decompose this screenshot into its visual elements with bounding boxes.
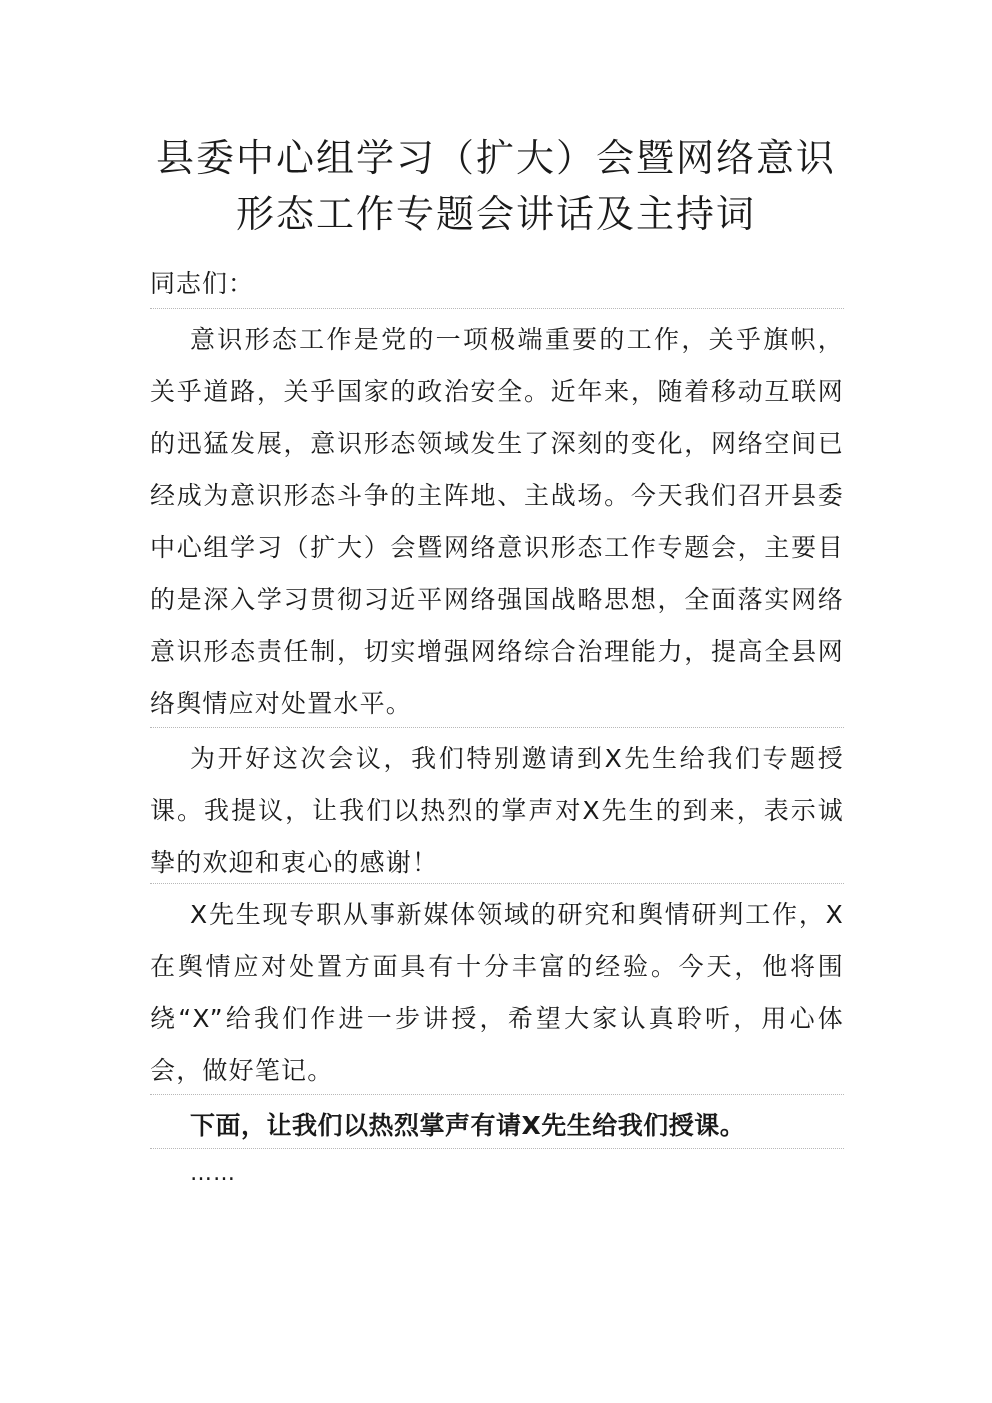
divider xyxy=(150,1094,844,1095)
paragraph-speaker-intro: X先生现专职从事新媒体领域的研究和舆情研判工作，X在舆情应对处置方面具有十分丰富的经验。今天，他将围绕“X”给我们作进一步讲授，希望大家认真聆听，用心体会，做好笔记。 xyxy=(150,900,844,1085)
ellipsis: …… xyxy=(190,1161,236,1186)
divider xyxy=(150,1148,844,1149)
paragraph-intro: 意识形态工作是党的一项极端重要的工作，关乎旗帜，关乎道路，关乎国家的政治安全。近年来，随着移动互联网的迅猛发展，意识形态领域发生了深刻的变化，网络空间已经成为意识形态斗争的主阵地、主战场。今天我们召开县委中心组学习（扩大）会暨网络意识形态工作专题会，主要目的是深入学习贯彻习近平网络强国战略思想，全面落实网络意识形态责任制，切实增强网络综合治理能力，提高全县网络舆情应对处置水平。 xyxy=(150,325,844,718)
paragraph-invitation: 下面，让我们以热烈掌声有请X先生给我们授课。 xyxy=(190,1111,746,1140)
paragraph-welcome: 为开好这次会议，我们特别邀请到X先生给我们专题授课。我提议，让我们以热烈的掌声对X先生的到来，表示诚挚的欢迎和衷心的感谢！ xyxy=(150,744,844,877)
divider xyxy=(150,308,844,309)
divider xyxy=(150,727,844,728)
document-title: 县委中心组学习（扩大）会暨网络意识形态工作专题会讲话及主持词 xyxy=(155,136,836,236)
divider xyxy=(150,883,844,884)
salutation: 同志们： xyxy=(150,269,255,298)
